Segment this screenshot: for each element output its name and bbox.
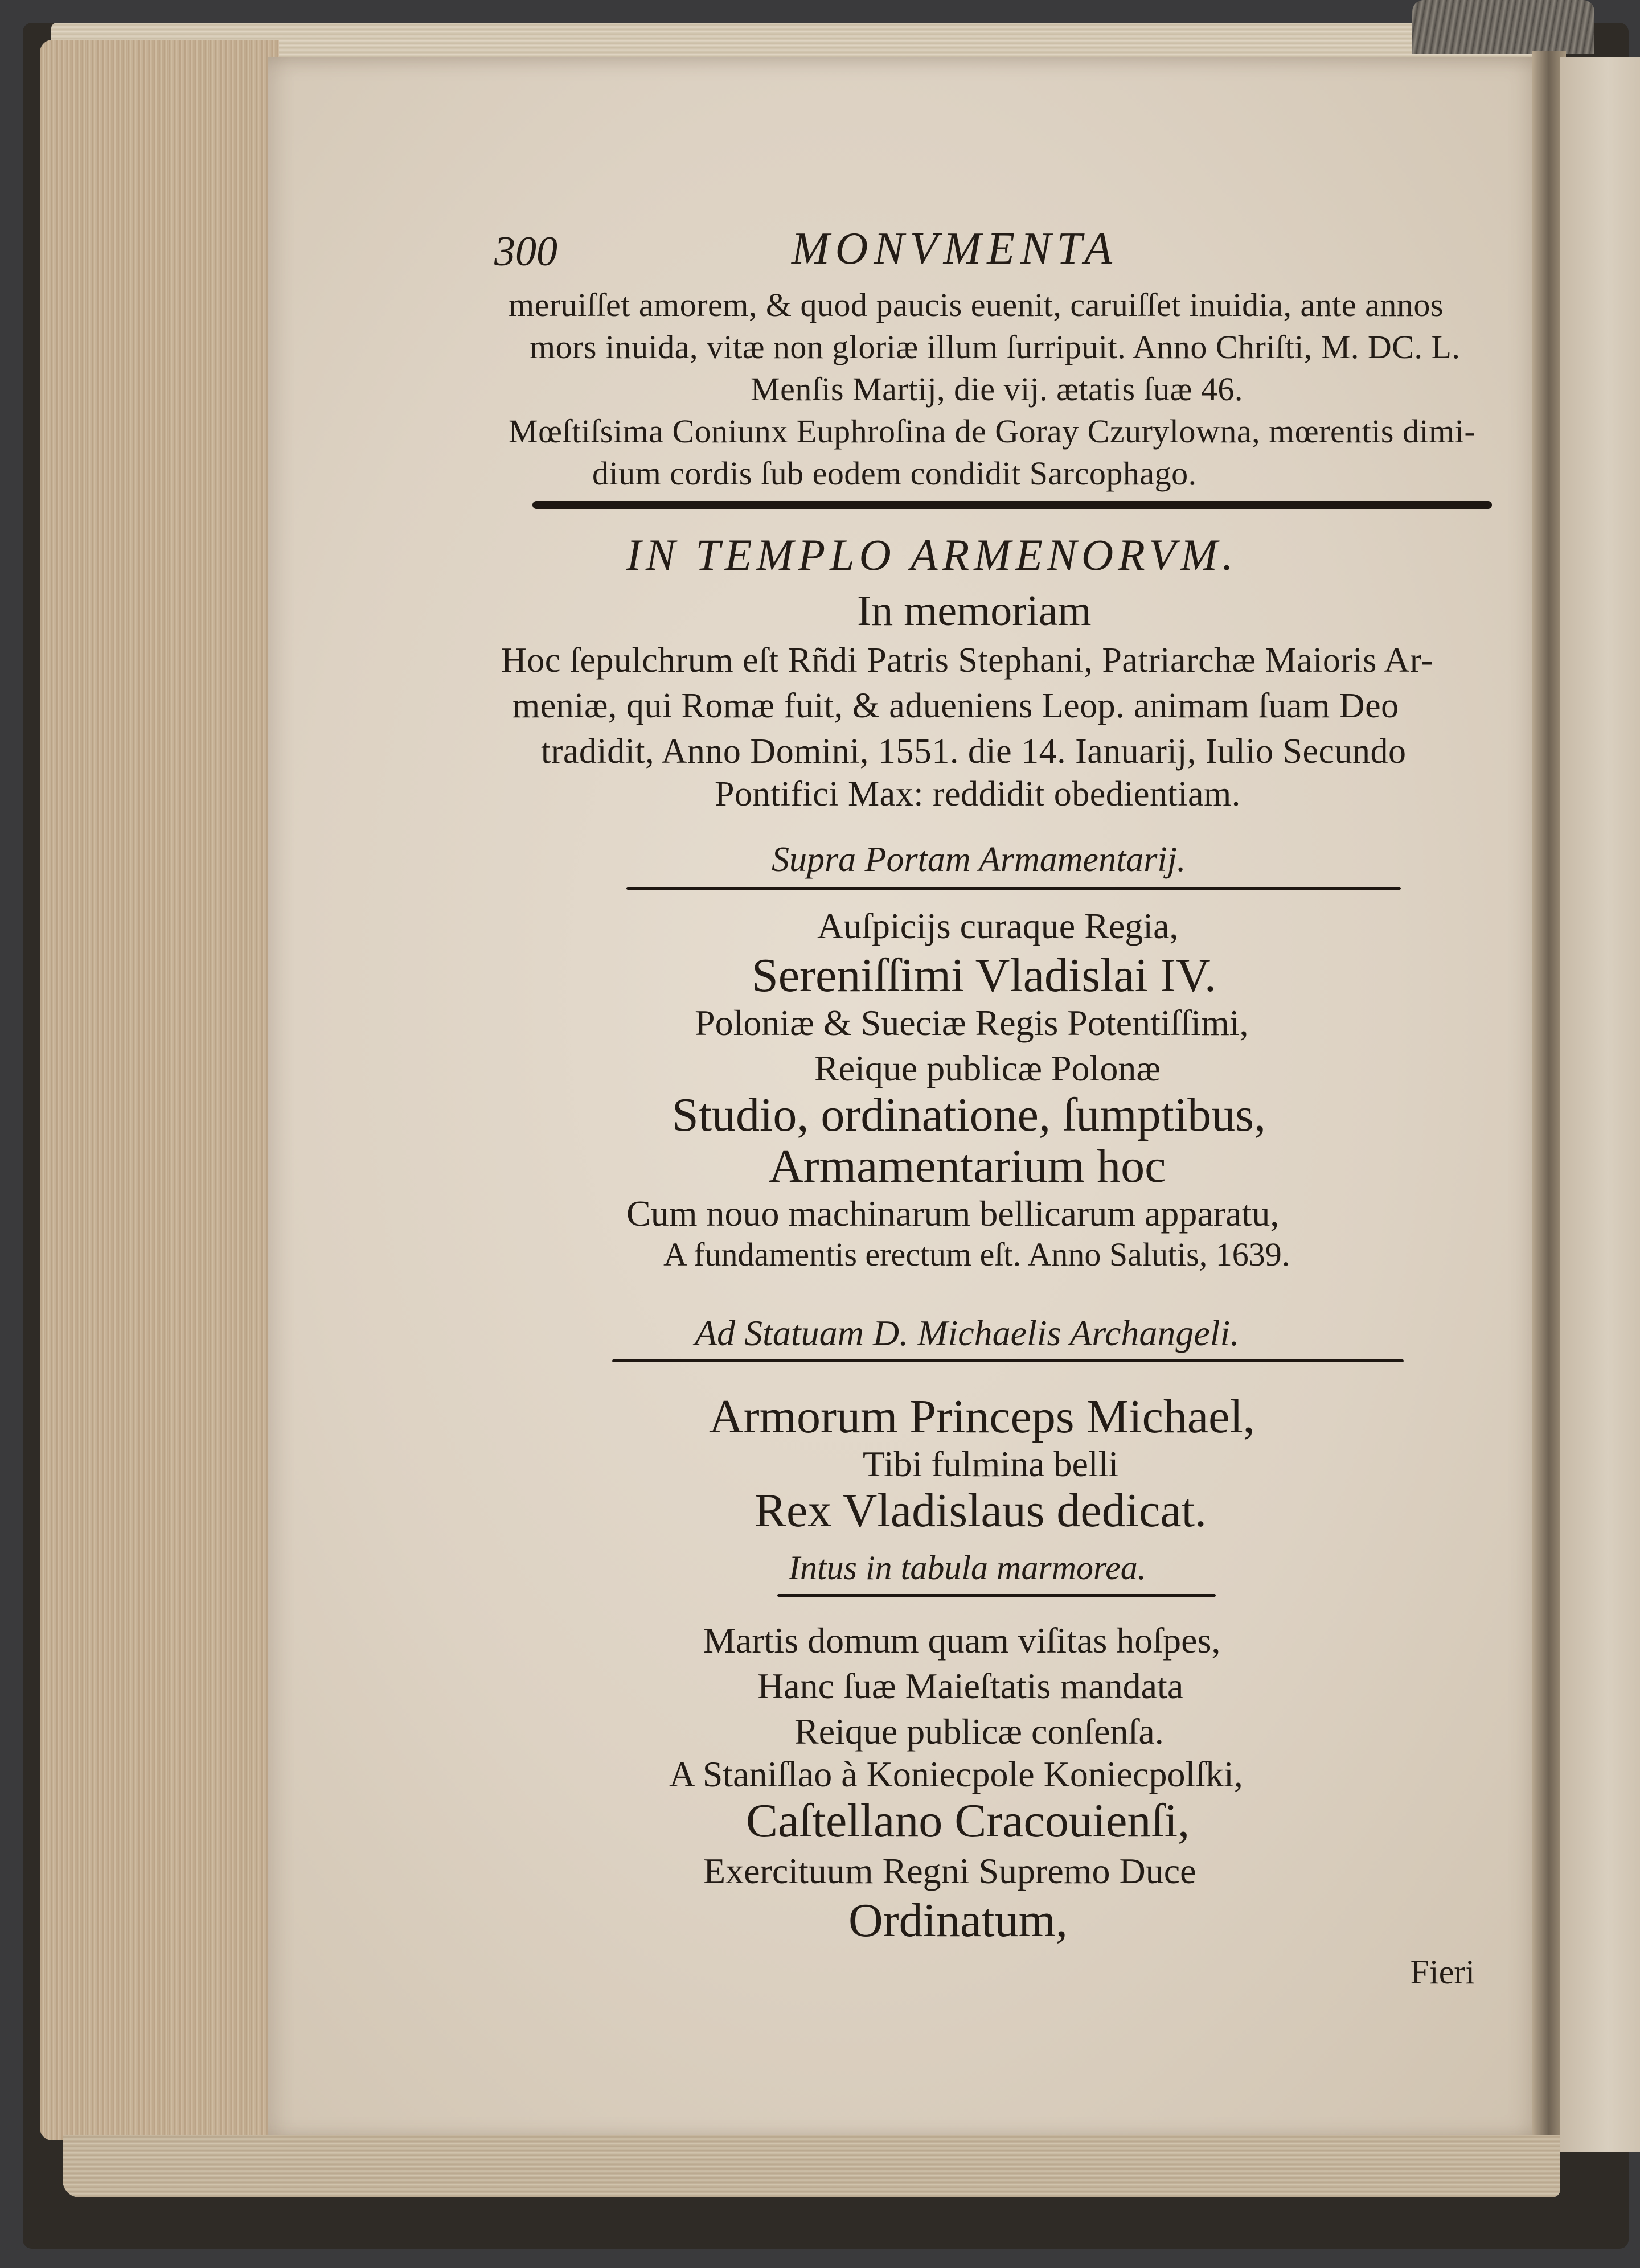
page-stack-edge (40, 40, 279, 2140)
text-line: tradidit, Anno Domini, 1551. die 14. Ianuarij, Iulio Secundo (541, 732, 1407, 771)
running-title: MONVMENTA (792, 224, 1118, 274)
text-line: Rex Vladislaus dedicat. (755, 1484, 1207, 1537)
text-line: Menſis Martij, die vij. ætatis ſuæ 46. (751, 371, 1243, 408)
subheading: In memoriam (857, 587, 1092, 635)
text-line: Armorum Princeps Michael, (709, 1390, 1255, 1443)
page-number: 300 (494, 228, 557, 275)
text-line: meruiſſet amorem, & quod paucis euenit, caruiſſet inuidia, ante annos (509, 286, 1444, 323)
section-heading: Ad Statuam D. Michaelis Archangeli. (695, 1313, 1240, 1353)
text-line: Reique publicæ conſenſa. (794, 1711, 1164, 1752)
heading-underline (612, 1359, 1404, 1362)
binding-thread (1412, 0, 1594, 54)
text-line: A fundamentis erectum eſt. Anno Salutis, 1639. (663, 1236, 1290, 1273)
heading-underline (626, 887, 1401, 890)
text-line: A Staniſlao à Koniecpole Koniecpolſki, (669, 1754, 1243, 1794)
text-line: Ordinatum, (848, 1894, 1068, 1947)
text-line: Cum nouo machinarum bellicarum apparatu, (626, 1193, 1280, 1234)
text-line: Tibi fulmina belli (863, 1444, 1119, 1484)
section-heading: Supra Portam Armamentarij. (772, 840, 1186, 879)
section-heading: IN TEMPLO ARMENORVM. (626, 530, 1238, 580)
text-line: Mœſtiſsima Coniunx Euphroſina de Goray Czurylowna, mœrentis dimi- (509, 413, 1476, 450)
text-line: Poloniæ & Sueciæ Regis Potentiſſimi, (695, 1002, 1249, 1043)
text-line: Hoc ſepulchrum eſt Rñdi Patris Stephani, Patriarchæ Maioris Ar- (501, 641, 1433, 680)
section-divider (532, 501, 1492, 509)
text-line: Martis domum quam viſitas hoſpes, (703, 1620, 1221, 1661)
text-line: Hanc ſuæ Maieſtatis mandata (757, 1666, 1184, 1706)
text-line: Auſpicijs curaque Regia, (817, 906, 1179, 946)
text-line: Studio, ordinatione, ſumptibus, (672, 1088, 1266, 1141)
text-line: mors inuida, vitæ non gloriæ illum ſurripuit. Anno Chriſti, M. DC. L. (530, 328, 1461, 365)
text-line: Armamentarium hoc (769, 1140, 1166, 1193)
text-line: Caſtellano Cracouienſi, (746, 1794, 1190, 1847)
page-bottom-edge (63, 2135, 1560, 2197)
text-line: Reique publicæ Polonæ (814, 1048, 1161, 1088)
text-line: Sereniſſimi Vladislai IV. (752, 949, 1216, 1002)
section-heading: Intus in tabula marmorea. (789, 1549, 1146, 1587)
text-line: meniæ, qui Romæ fuit, & adueniens Leop. animam ſuam Deo (512, 687, 1399, 725)
text-line: Pontifici Max: reddidit obedientiam. (715, 775, 1241, 813)
text-line: dium cordis ſub eodem condidit Sarcophago. (592, 455, 1197, 492)
text-line: Exercituum Regni Supremo Duce (703, 1851, 1196, 1891)
catchword: Fieri (1410, 1953, 1475, 1991)
facing-page (1560, 57, 1640, 2152)
heading-underline (777, 1594, 1216, 1597)
